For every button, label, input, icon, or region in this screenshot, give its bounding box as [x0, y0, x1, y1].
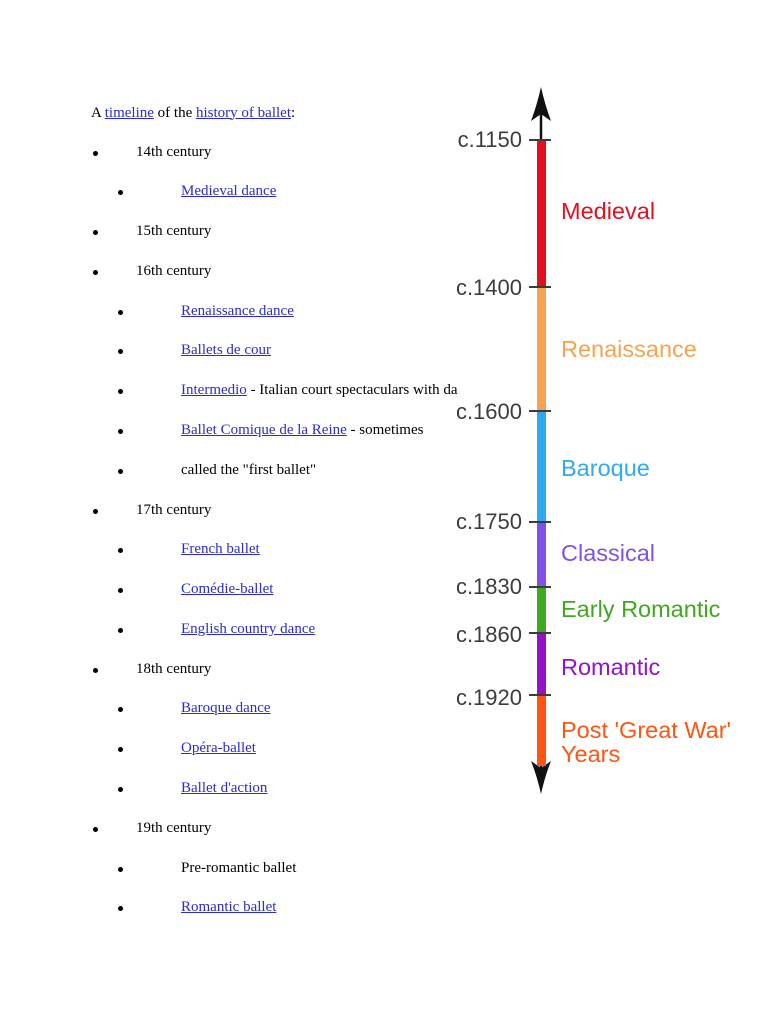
period-label-line: Early Romantic — [561, 596, 721, 622]
bullet — [118, 349, 123, 354]
date-label-c1860: c.1860 — [455, 622, 522, 647]
bullet — [93, 230, 98, 235]
century-label: 19th century — [136, 819, 212, 836]
sub-item — [0, 899, 768, 939]
bullet — [93, 668, 98, 673]
sub-item-text — [181, 581, 273, 598]
segment-classical — [537, 522, 546, 587]
bullet — [118, 787, 123, 792]
century-item — [0, 820, 768, 860]
period-label-early-romantic — [561, 596, 721, 622]
link-intermedio[interactable]: Intermedio — [181, 382, 247, 399]
period-label-renaissance — [561, 336, 697, 362]
sub-item-text — [181, 303, 294, 320]
link-ballet-daction[interactable]: Ballet d'action — [181, 780, 268, 796]
link-comedie-ballet[interactable]: Comédie-ballet — [181, 581, 274, 598]
link-romantic-ballet[interactable]: Romantic ballet — [181, 899, 277, 916]
bullet — [118, 906, 123, 911]
bullet — [118, 548, 123, 553]
sub-item-text — [181, 780, 267, 797]
century-label: 17th century — [136, 501, 212, 518]
date-label-c1400: c.1400 — [455, 275, 522, 300]
link-french-ballet[interactable]: French ballet — [181, 541, 260, 558]
date-label-c1920: c.1920 — [455, 685, 522, 710]
date-label-c1150: c.1150 — [457, 127, 522, 152]
date-label-c1830: c.1830 — [455, 574, 522, 599]
bullet — [118, 707, 123, 712]
bullet — [118, 867, 123, 872]
sub-item — [0, 860, 768, 900]
segment-medieval — [537, 140, 546, 287]
segment-early-romantic — [537, 587, 546, 633]
bullet — [93, 151, 98, 156]
bullet — [118, 588, 123, 593]
item-note: - Italian court spectaculars with da — [250, 382, 458, 399]
century-label: 18th century — [136, 660, 212, 677]
item-note: - sometimes — [350, 421, 424, 438]
period-label-line: Baroque — [561, 455, 650, 481]
link-english-country-dance[interactable]: English country dance — [181, 620, 316, 637]
intro-prefix: A — [91, 104, 102, 121]
link-baroque-dance[interactable]: Baroque dance — [181, 700, 271, 717]
sub-item-text — [181, 541, 260, 558]
ballet-timeline-diagram — [440, 80, 750, 810]
sub-item-text: Pre-romantic ballet — [181, 859, 297, 876]
sub-item-text — [181, 899, 276, 916]
segment-post-great-war — [537, 695, 546, 766]
segment-romantic — [537, 633, 546, 695]
period-label-line: Classical — [561, 540, 656, 566]
link-ballet-comique-de-la-reine[interactable]: Ballet Comique de la Reine — [181, 421, 347, 438]
segment-renaissance — [537, 287, 546, 411]
link-history-of-ballet[interactable]: history of ballet — [196, 104, 291, 121]
sub-item-text: called the "first ballet" — [181, 461, 317, 478]
link-medieval-dance[interactable]: Medieval dance — [181, 183, 277, 200]
date-label-c1750: c.1750 — [455, 509, 522, 534]
period-label-romantic — [561, 654, 661, 680]
period-label-line: Years — [561, 741, 621, 767]
link-ballets-de-cour[interactable]: Ballets de cour — [181, 342, 271, 359]
bullet — [93, 270, 98, 275]
period-label-classical — [561, 540, 655, 566]
bullet — [93, 827, 98, 832]
century-label: 15th century — [136, 223, 212, 240]
bullet — [118, 310, 123, 315]
bullet — [93, 509, 98, 514]
period-label-line: Post 'Great War' — [561, 717, 732, 743]
link-timeline[interactable]: timeline — [104, 104, 154, 121]
sub-item-text — [181, 183, 276, 200]
bullet — [118, 389, 123, 394]
period-label-line: Romantic — [561, 654, 661, 680]
century-label: 14th century — [136, 143, 212, 160]
sub-item-text — [181, 740, 256, 757]
sub-item-text — [181, 342, 271, 359]
sub-item-text — [181, 621, 315, 638]
intro-middle: of the — [157, 104, 193, 121]
bullet — [118, 747, 123, 752]
bullet — [118, 190, 123, 195]
bullet — [118, 429, 123, 434]
period-label-baroque — [561, 455, 650, 481]
bullet — [118, 469, 123, 474]
period-label-line: Renaissance — [561, 336, 697, 362]
link-renaissance-dance[interactable]: Renaissance dance — [181, 302, 294, 319]
century-label: 16th century — [136, 262, 212, 279]
bullet — [118, 628, 123, 633]
date-label-c1600: c.1600 — [455, 399, 522, 424]
link-opera-ballet[interactable]: Opéra-ballet — [181, 740, 256, 757]
intro-suffix: : — [290, 104, 296, 121]
period-label-medieval — [561, 198, 655, 224]
sub-item-text — [181, 422, 423, 439]
segment-baroque — [537, 411, 546, 522]
intro-sentence — [91, 105, 295, 122]
sub-item-text — [181, 700, 271, 717]
period-label-line: Medieval — [561, 198, 656, 224]
sub-item-text — [181, 382, 458, 399]
